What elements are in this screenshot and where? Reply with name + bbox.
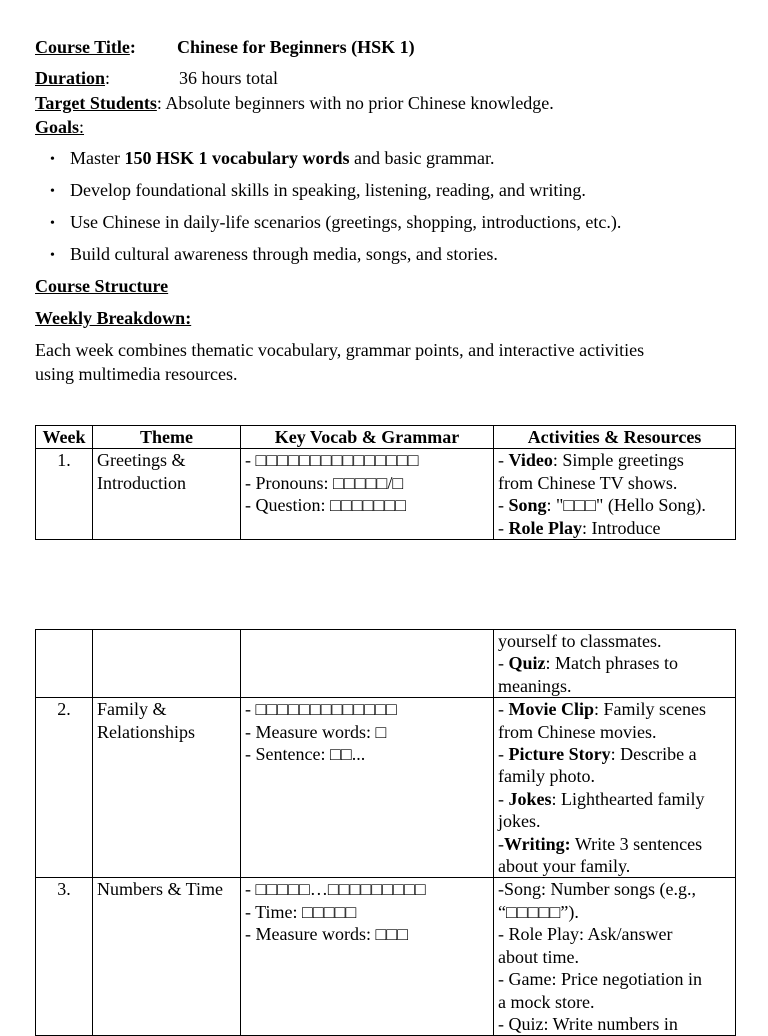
course-structure-heading: Course Structure (35, 276, 169, 296)
activity-line: - Quiz: Write numbers in (498, 1013, 678, 1034)
table-row (36, 449, 736, 540)
activity-line: about time. (498, 946, 579, 967)
activity-line: yourself to classmates. (498, 631, 662, 651)
goal-item (70, 147, 494, 169)
column-header-activities: Activities & Resources (494, 426, 736, 449)
column-header-week: Week (36, 426, 93, 449)
vocab-text: - Sentence: □□... (245, 744, 366, 765)
week-number: 1. (36, 449, 93, 540)
activity-line: from Chinese movies. (498, 721, 657, 742)
target-students-row (35, 92, 554, 114)
activity-line: - Quiz: Match phrases to (498, 653, 678, 674)
activity-line: family photo. (498, 766, 595, 787)
theme-text: Introduction (97, 472, 186, 493)
intro-paragraph-line: Each week combines thematic vocabulary, grammar points, and interactive activities (35, 340, 645, 360)
table-row (36, 878, 736, 1036)
weekly-breakdown-heading: Weekly Breakdown: (35, 308, 192, 328)
activity-line: about your family. (498, 856, 631, 877)
theme-text: Greetings & (97, 450, 186, 471)
intro-paragraph-line: using multimedia resources. (35, 364, 238, 384)
bullet-icon: • (50, 248, 55, 263)
activity-line: -Writing: Write 3 sentences (498, 833, 703, 854)
activity-line: - Movie Clip: Family scenes (498, 699, 706, 720)
goal-bold-text: 150 HSK 1 vocabulary words (124, 148, 350, 168)
theme-cell (93, 698, 241, 878)
duration-row (35, 67, 110, 89)
goal-text: Master (70, 148, 125, 168)
activities-cell (494, 449, 736, 540)
goals-label: Goals (35, 117, 80, 137)
column-header-theme: Theme (93, 426, 241, 449)
goal-text: and basic grammar. (349, 148, 495, 168)
activity-line: “□□□□□”). (498, 901, 579, 922)
vocab-cell (241, 630, 494, 698)
activity-line: - Picture Story: Describe a (498, 744, 697, 765)
target-students-label: Target Students (35, 93, 157, 113)
goals-colon: : (79, 117, 85, 137)
theme-cell (93, 449, 241, 540)
theme-cell (93, 878, 241, 1036)
activities-cell (494, 698, 736, 878)
activity-line: - Role Play: Introduce (498, 517, 661, 538)
duration-label: Duration (35, 68, 106, 88)
goals-heading (35, 116, 84, 138)
activity-line: -Song: Number songs (e.g., (498, 879, 696, 900)
activity-line: a mock store. (498, 991, 595, 1012)
table-row (36, 630, 736, 698)
vocab-text: - Question: □□□□□□□ (245, 495, 407, 516)
activity-line: from Chinese TV shows. (498, 472, 678, 493)
activities-cell (494, 630, 736, 698)
activities-cell (494, 878, 736, 1036)
activity-line: - Song: "□□□" (Hello Song). (498, 495, 706, 516)
vocab-cell (241, 449, 494, 540)
theme-text: Numbers & Time (97, 879, 224, 900)
target-students-value: : Absolute beginners with no prior Chinese knowledge. (156, 93, 554, 113)
bullet-icon: • (50, 216, 55, 231)
goal-item: Build cultural awareness through media, songs, and stories. (70, 244, 498, 264)
week-number: 2. (36, 698, 93, 878)
theme-cell (93, 630, 241, 698)
vocab-cell (241, 878, 494, 1036)
theme-text: Relationships (97, 721, 195, 742)
course-title-row (35, 36, 136, 58)
vocab-text: - □□□□□…□□□□□□□□□ (245, 879, 426, 900)
activity-line: meanings. (498, 675, 572, 696)
vocab-text: - Pronouns: □□□□□/□ (245, 472, 404, 493)
goal-item: Use Chinese in daily-life scenarios (greetings, shopping, introductions, etc.). (70, 212, 622, 232)
duration-value: 36 hours total (179, 68, 278, 88)
activity-line: - Video: Simple greetings (498, 450, 684, 471)
vocab-text: - Time: □□□□□ (245, 901, 357, 922)
weekly-table-page-1 (35, 425, 736, 540)
course-title-colon: : (129, 37, 136, 57)
table-header-row (36, 426, 736, 449)
bullet-icon: • (50, 184, 55, 199)
week-number: 3. (36, 878, 93, 1036)
activity-line: - Role Play: Ask/answer (498, 924, 673, 945)
course-title-label: Course Title (35, 37, 130, 57)
vocab-text: - □□□□□□□□□□□□□□□ (245, 450, 419, 471)
activity-line: jokes. (498, 811, 541, 832)
theme-text: Family & (97, 699, 167, 720)
bullet-icon: • (50, 152, 55, 167)
duration-colon: : (105, 68, 111, 88)
vocab-cell (241, 698, 494, 878)
vocab-text: - Measure words: □□□ (245, 924, 409, 945)
week-number (36, 630, 93, 698)
vocab-text: - Measure words: □ (245, 721, 387, 742)
course-title-value: Chinese for Beginners (HSK 1) (177, 37, 415, 57)
weekly-table-page-2 (35, 629, 736, 1036)
goal-item: Develop foundational skills in speaking, listening, reading, and writing. (70, 180, 586, 200)
activity-line: - Jokes: Lighthearted family (498, 788, 705, 809)
column-header-vocab: Key Vocab & Grammar (241, 426, 494, 449)
table-row (36, 698, 736, 878)
activity-line: - Game: Price negotiation in (498, 969, 702, 990)
vocab-text: - □□□□□□□□□□□□□ (245, 699, 397, 720)
